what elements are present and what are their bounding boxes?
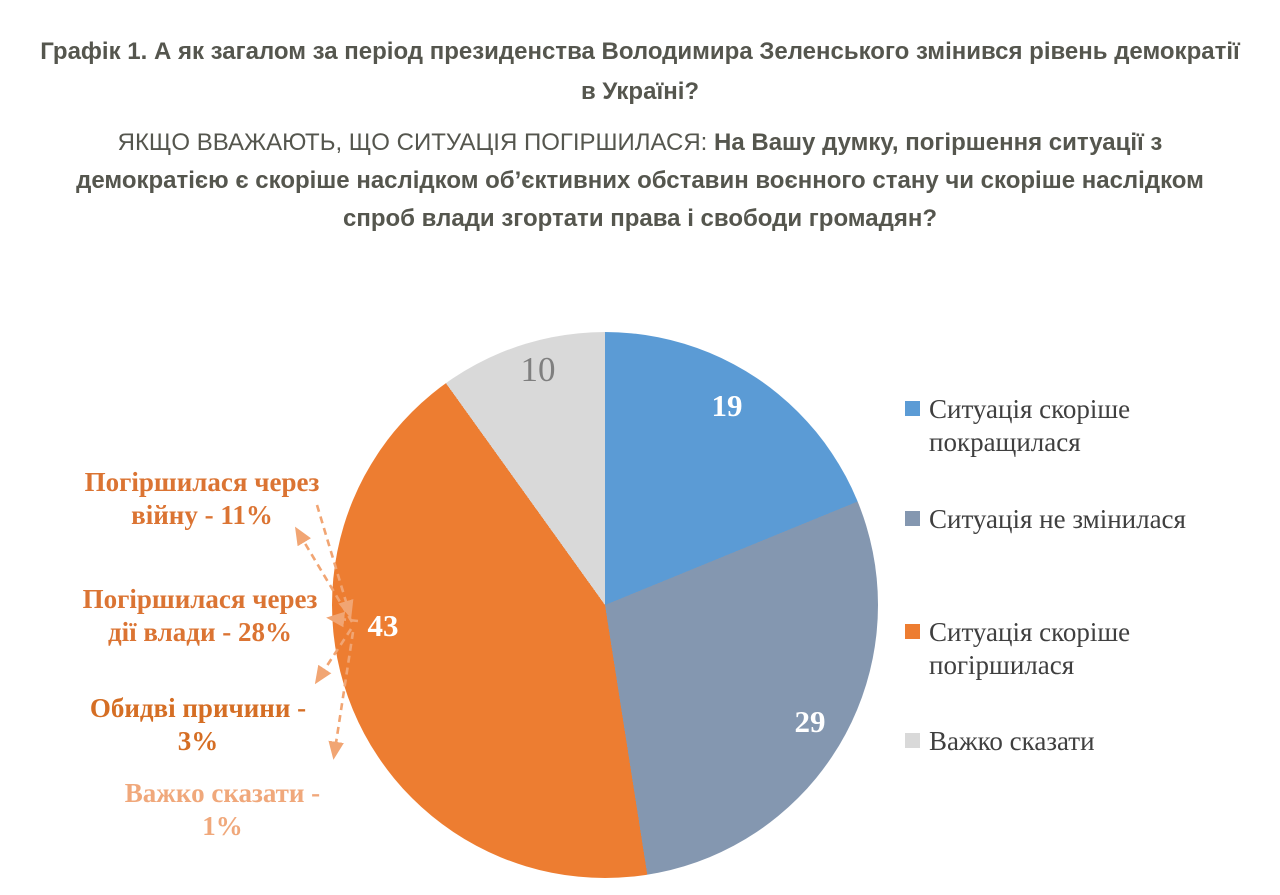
slice-value-unchanged: 29: [794, 704, 826, 739]
subtitle-condition-text: ЯКЩО ВВАЖАЮТЬ, ЩО СИТУАЦІЯ ПОГІРШИЛАСЯ:: [117, 129, 715, 156]
legend-item-unchanged: [905, 503, 1229, 536]
pie: [332, 332, 878, 878]
legend-item-improved: [905, 393, 1229, 459]
chart-subtitle: [55, 124, 1225, 238]
legend-label: Ситуація не змінилася: [929, 504, 1186, 534]
slice-value-worsened: 43: [367, 608, 399, 643]
legend-label: Важко сказати: [929, 726, 1095, 756]
legend-item-worsened: [905, 616, 1229, 682]
annotation-hard-to-say: Важко сказати - 1%: [124, 778, 321, 841]
annotation-worsened-authorities: Погіршилася через дії влади - 28%: [82, 584, 318, 647]
subtitle-question-text: На Вашу думку, погіршення ситуації з демократією є скоріше наслідком об’єктивних обставин воєнного стану чи скоріше наслідком спроб влади згортати права і свободи громадян?: [76, 129, 1204, 232]
slice-value-hard-to-say: 10: [520, 350, 556, 389]
legend-label: Ситуація скоріше погіршилася: [929, 617, 1131, 680]
legend-swatch-improved: [905, 401, 920, 416]
legend-item-hard-to-say: [905, 725, 1229, 758]
legend-label: Ситуація скоріше покращилася: [929, 394, 1131, 457]
annotation-worsened-war: Погіршилася через війну - 11%: [84, 467, 320, 530]
legend-swatch-unchanged: [905, 511, 920, 526]
chart-title: Графік 1. А як загалом за період президенства Володимира Зеленського змінився рівень демократії в Україні?: [40, 38, 1240, 105]
legend-swatch-worsened: [905, 624, 920, 639]
annotation-both-reasons: Обидві причини - 3%: [89, 693, 307, 756]
slice-value-improved: 19: [711, 388, 743, 423]
legend-swatch-hard-to-say: [905, 733, 920, 748]
